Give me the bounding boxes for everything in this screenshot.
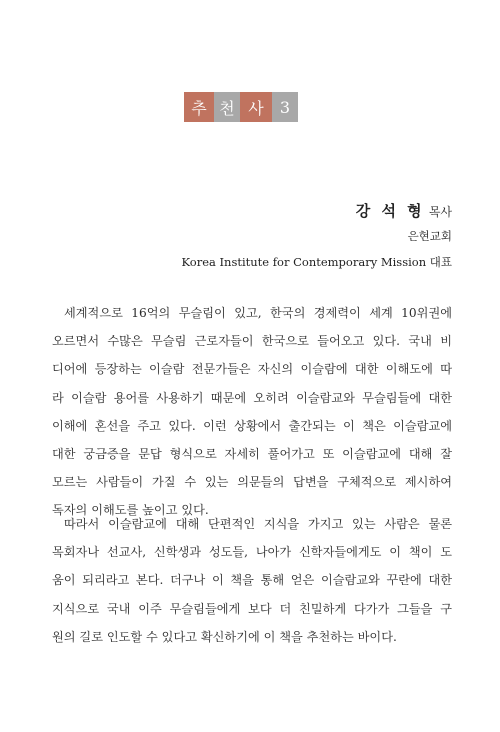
paragraph-line: 원의 길로 인도할 수 있다고 확신하기에 이 책을 추천하는 바이다. bbox=[52, 629, 397, 644]
paragraph-1 bbox=[52, 299, 452, 525]
paragraph-line: 독자의 이해도를 높이고 있다. bbox=[52, 503, 209, 518]
paragraph-line: 세계적으로 16억의 무슬림이 있고, 한국의 경제력이 세계 10위권에 bbox=[64, 306, 452, 320]
paragraph-line: 라 이슬람 용어를 사용하기 때문에 오히려 이슬람교와 무슬림들에 대한 bbox=[52, 390, 452, 405]
paragraph-line: 따라서 이슬람교에 대해 단편적인 지식을 가지고 있는 사람은 물론 bbox=[64, 517, 452, 531]
paragraph-line: 오르면서 수많은 무슬림 근로자들이 한국으로 들어오고 있다. 국내 비 bbox=[52, 334, 452, 349]
paragraph-line: 모르는 사람들이 가질 수 있는 의문들의 답변을 구체적으로 제시하여 bbox=[52, 475, 452, 490]
header-cell-sa: 사 bbox=[240, 92, 272, 122]
author-title: 목사 bbox=[428, 205, 452, 219]
paragraph-2 bbox=[52, 510, 452, 651]
author-name-line bbox=[356, 200, 452, 221]
author-church: 은현교회 bbox=[407, 229, 452, 243]
header-cell-number: 3 bbox=[272, 92, 298, 122]
chapter-header bbox=[184, 92, 298, 122]
paragraph-line: 목회자나 선교사, 신학생과 성도들, 나아가 신학자들에게도 이 책이 도 bbox=[52, 545, 452, 560]
author-name: 강 석 형 bbox=[355, 202, 425, 220]
header-cell-chu: 추 bbox=[184, 92, 214, 122]
paragraph-line: 이해에 혼선을 주고 있다. 이런 상황에서 출간되는 이 책은 이슬람교에 bbox=[52, 418, 452, 433]
header-cell-cheon: 천 bbox=[214, 92, 240, 122]
paragraph-line: 지식으로 국내 이주 무슬림들에게 보다 더 친밀하게 다가가 그들을 구 bbox=[52, 601, 452, 616]
paragraph-line: 디어에 등장하는 이슬람 전문가들은 자신의 이슬람에 대한 이해도에 따 bbox=[52, 362, 452, 377]
paragraph-line: 움이 되리라고 본다. 더구나 이 책을 통해 얻은 이슬람교와 꾸란에 대한 bbox=[52, 573, 452, 588]
author-affiliation: Korea Institute for Contemporary Mission 대표 bbox=[181, 255, 452, 269]
paragraph-line: 대한 궁금증을 문답 형식으로 자세히 풀어가고 또 이슬람교에 대해 잘 bbox=[52, 447, 452, 462]
